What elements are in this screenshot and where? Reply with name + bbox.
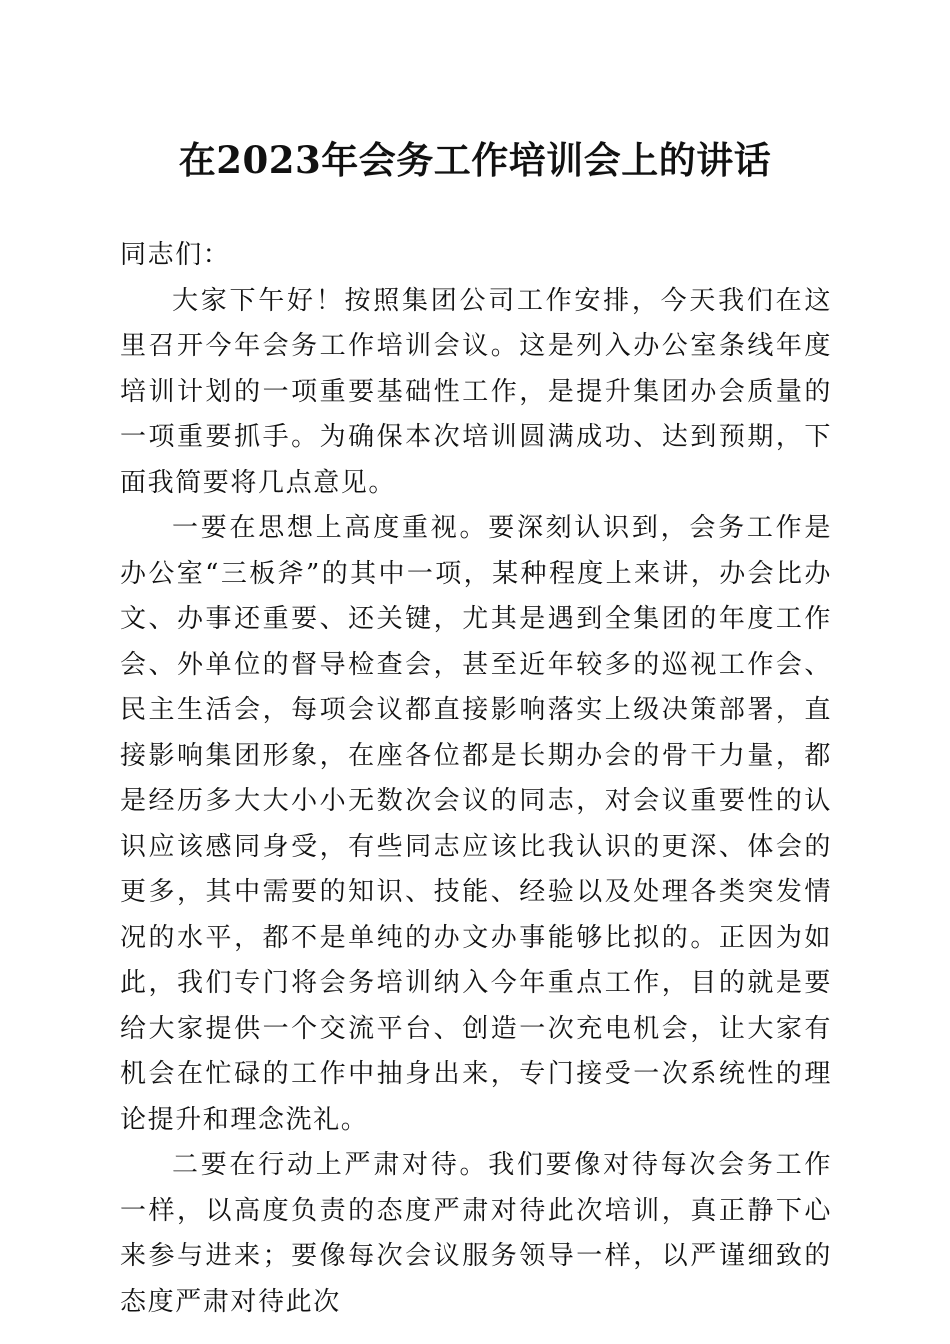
paragraph-point-two: 二要在行动上严肃对待。我们要像对待每次会务工作一样，以高度负责的态度严肃对待此次培训，真正静下心来参与进来；要像每次会议服务领导一样，以严谨细致的态度严肃对待此次 <box>120 1150 832 1317</box>
document-body <box>120 233 832 1325</box>
paragraph-point-one: 一要在思想上高度重视。要深刻认识到，会务工作是办公室“三板斧”的其中一项，某种程度上来讲，办会比办文、办事还重要、还关键，尤其是遇到全集团的年度工作会、外单位的督导检查会，甚至近年较多的巡视工作会、民主生活会，每项会议都直接影响落实上级决策部署，直接影响集团形象，在座各位都是长期办会的骨干力量，都是经历多大大小小无数次会议的同志，对会议重要性的认识应该感同身受，有些同志应该比我认识的更深、体会的更多，其中需要的知识、技能、经验以及处理各类突发情况的水平，都不是单纯的办文办事能够比拟的。正因为如此，我们专门将会务培训纳入今年重点工作，目的就是要给大家提供一个交流平台、创造一次充电机会，让大家有机会在忙碌的工作中抽身出来，专门接受一次系统性的理论提升和理念洗礼。 <box>120 513 832 1135</box>
salutation: 同志们： <box>120 240 231 270</box>
paragraph-opening: 大家下午好！按照集团公司工作安排，今天我们在这里召开今年会务工作培训会议。这是列入办公室条线年度培训计划的一项重要基础性工作，是提升集团办会质量的一项重要抓手。为确保本次培训圆满成功、达到预期，下面我简要将几点意见。 <box>120 285 832 498</box>
document-title: 在2023年会务工作培训会上的讲话 <box>178 138 772 182</box>
